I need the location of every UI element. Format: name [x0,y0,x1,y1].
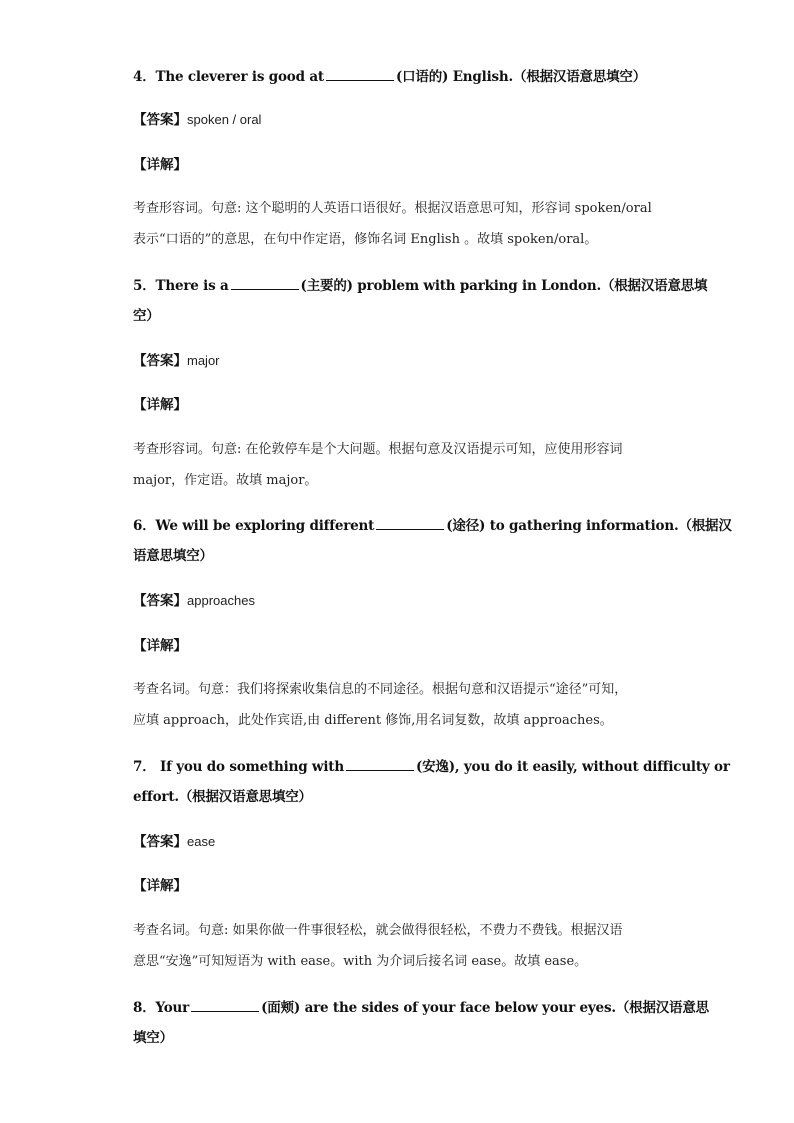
question-text: (安逸), you do it easily, without difficulty or [415,759,730,775]
detail-tag-6: 【详解】 [133,638,187,654]
detail-tag-4: 【详解】 [133,157,187,173]
question-text: (途径) to gathering information.（根据汉 [446,518,732,534]
answer-blank [346,758,414,771]
question-text: (口语的) English.（根据汉语意思填空） [395,69,647,85]
question-text: 7． If you do something with [133,759,344,775]
answer-value: approaches [187,593,255,608]
answer-value: spoken / oral [187,112,262,127]
detail-tag-7: 【详解】 [133,878,187,894]
answer-blank [326,68,394,81]
explanation-6-line-1: 考查名词。句意：我们将探索收集信息的不同途径。根据句意和汉语提示“途径”可知， [133,682,628,697]
question-text: (面颊) are the sides of your face below your eyes.（根据汉语意思 [261,1000,709,1016]
question-4 [133,68,673,85]
question-text: (主要的) problem with parking in London.（根据汉语意思填 [300,278,708,294]
answer-blank [191,999,259,1012]
explanation-4-line-1: 考查形容词。句意: 这个聪明的人英语口语很好。根据汉语意思可知，形容词 spoken/oral [133,201,652,216]
detail-tag-5: 【详解】 [133,397,187,413]
explanation-5-line-1: 考查形容词。句意: 在伦敦停车是个大问题。根据句意及汉语提示可知，应使用形容词 [133,442,623,457]
question-5-cont: 空） [133,308,160,324]
explanation-7-line-2: 意思“安逸”可知短语为 with ease。with 为介词后接名词 ease。故填 ease。 [133,954,588,969]
answer-value: ease [187,834,216,849]
answer-line-5 [133,353,673,369]
question-text: 4．The cleverer is good at [133,69,324,85]
answer-line-6 [133,593,673,609]
explanation-5-line-2: major，作定语。故填 major。 [133,473,318,488]
question-text: 6．We will be exploring different [133,518,375,534]
answer-line-4 [133,112,673,128]
explanation-7-line-1: 考查名词。句意: 如果你做一件事很轻松，就会做得很轻松，不费力不费钱。根据汉语 [133,923,623,938]
answer-tag: 【答案】 [133,353,187,369]
answer-blank [231,277,299,290]
answer-tag: 【答案】 [133,112,187,128]
question-text: 5．There is a [133,278,229,294]
explanation-4-line-2: 表示“口语的”的意思，在句中作定语，修饰名词 English 。故填 spoken/oral。 [133,232,598,247]
question-8 [133,999,709,1016]
question-7 [133,758,730,775]
question-text: 8．Your [133,1000,190,1016]
question-5 [133,277,708,294]
answer-tag: 【答案】 [133,593,187,609]
answer-value: major [187,353,220,368]
question-6 [133,517,732,534]
answer-tag: 【答案】 [133,834,187,850]
question-6-cont: 语意思填空） [133,548,213,564]
answer-blank [376,517,444,530]
answer-line-7 [133,834,673,850]
question-7-cont: effort.（根据汉语意思填空） [133,789,312,805]
explanation-6-line-2: 应填 approach，此处作宾语,由 different 修饰,用名词复数，故填 approaches。 [133,713,613,728]
question-8-cont: 填空） [133,1030,173,1046]
